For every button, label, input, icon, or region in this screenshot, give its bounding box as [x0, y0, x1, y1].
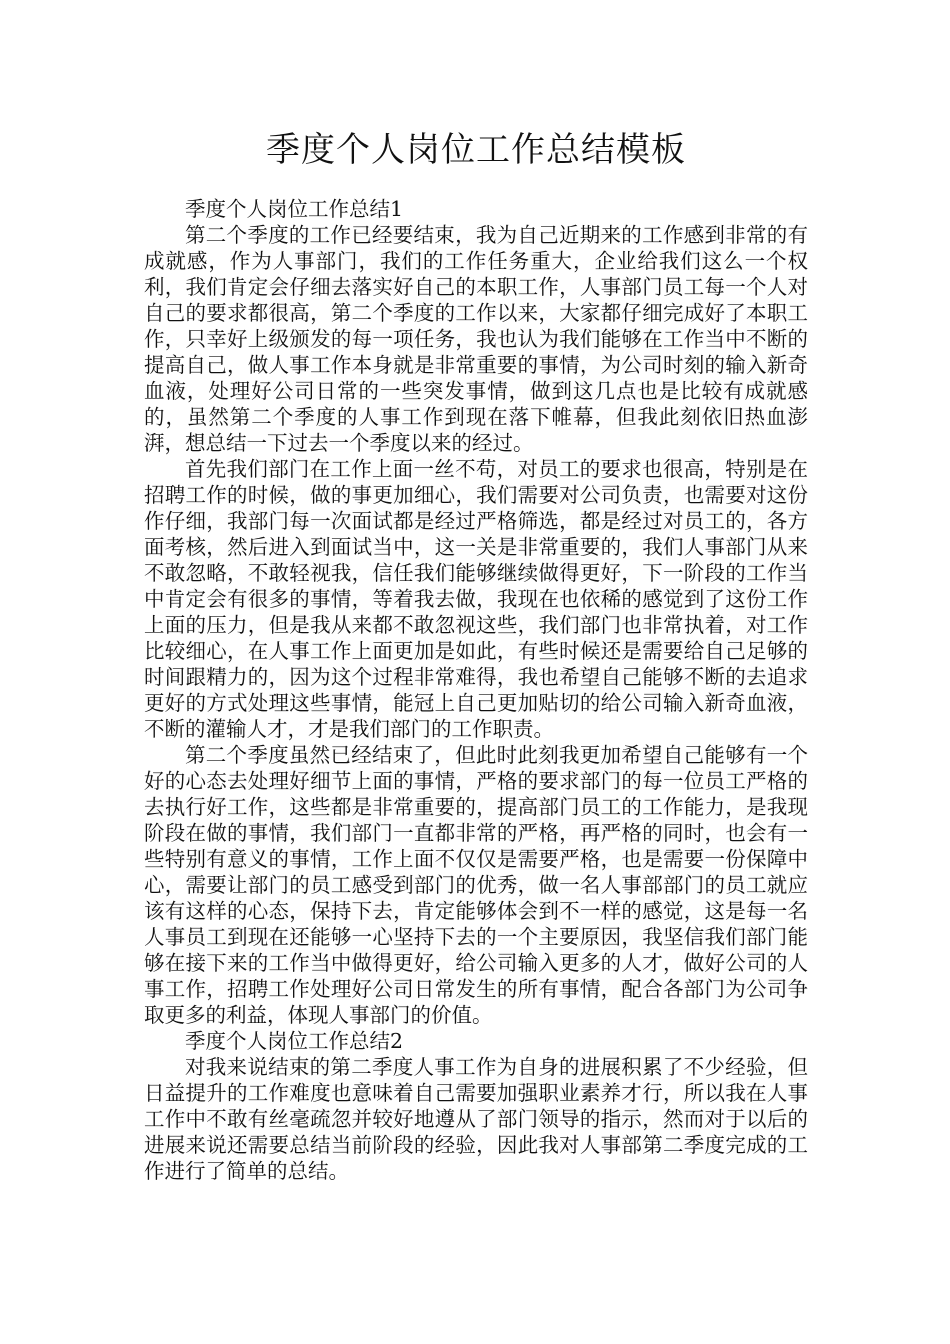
- section-2: [144, 1028, 808, 1184]
- paragraph: 对我来说结束的第二季度人事工作为自身的进展积累了不少经验，但日益提升的工作难度也意味着自己需要加强职业素养才行，所以我在人事工作中不敢有丝毫疏忽并较好地遵从了部门领导的指示，然而对于以后的进展来说还需要总结当前阶段的经验，因此我对人事部第二季度完成的工作进行了简单的总结。: [144, 1055, 808, 1183]
- document-page: [144, 0, 808, 1184]
- section-heading: 季度个人岗位工作总结1: [185, 197, 404, 221]
- paragraph: 首先我们部门在工作上面一丝不苟，对员工的要求也很高，特别是在招聘工作的时候，做的事更加细心，我们需要对公司负责，也需要对这份作仔细，我部门每一次面试都是经过严格筛选，都是经过对员工的，各方面考核，然后进入到面试当中，这一关是非常重要的，我们人事部门从来不敢忽略，不敢轻视我，信任我们能够继续做得更好，下一阶段的工作当中肯定会有很多的事情，等着我去做，我现在也依稀的感觉到了这份工作上面的压力，但是我从来都不敢忽视这些，我们部门也非常执着，对工作比较细心，在人事工作上面更加是如此，有些时候还是需要给自己足够的时间跟精力的，因为这个过程非常难得，我也希望自己能够不断的去追求更好的方式处理这些事情，能冠上自己更加贴切的给公司输入新奇血液，不断的灌输人才，才是我们部门的工作职责。: [144, 457, 808, 741]
- document-body: [144, 196, 808, 1184]
- paragraph: 第二个季度虽然已经结束了，但此时此刻我更加希望自己能够有一个好的心态去处理好细节上面的事情，严格的要求部门的每一位员工严格的去执行好工作，这些都是非常重要的，提高部门员工的工作能力，是我现阶段在做的事情，我们部门一直都非常的严格，再严格的同时，也会有一些特别有意义的事情，工作上面不仅仅是需要严格，也是需要一份保障中心，需要让部门的员工感受到部门的优秀，做一名人事部部门的员工就应该有这样的心态，保持下去，肯定能够体会到不一样的感觉，这是每一名人事员工到现在还能够一心坚持下去的一个主要原因，我坚信我们部门能够在接下来的工作当中做得更好，给公司输入更多的人才，做好公司的人事工作，招聘工作处理好公司日常发生的所有事情，配合各部门为公司争取更多的利益，体现人事部门的价值。: [144, 743, 808, 1027]
- section-1: [144, 196, 808, 1028]
- document-title: 季度个人岗位工作总结模板: [266, 130, 686, 170]
- section-heading: 季度个人岗位工作总结2: [185, 1029, 404, 1053]
- paragraph: 第二个季度的工作已经要结束，我为自己近期来的工作感到非常的有成就感，作为人事部门，我们的工作任务重大，企业给我们这么一个权利，我们肯定会仔细去落实好自己的本职工作，人事部门员工每一个人对自己的要求都很高，第二个季度的工作以来，大家都仔细完成好了本职工作，只幸好上级颁发的每一项任务，我也认为我们能够在工作当中不断的提高自己，做人事工作本身就是非常重要的事情，为公司时刻的输入新奇血液，处理好公司日常的一些突发事情，做到这几点也是比较有成就感的，虽然第二个季度的人事工作到现在落下帷幕，但我此刻依旧热血澎湃，想总结一下过去一个季度以来的经过。: [144, 223, 808, 455]
